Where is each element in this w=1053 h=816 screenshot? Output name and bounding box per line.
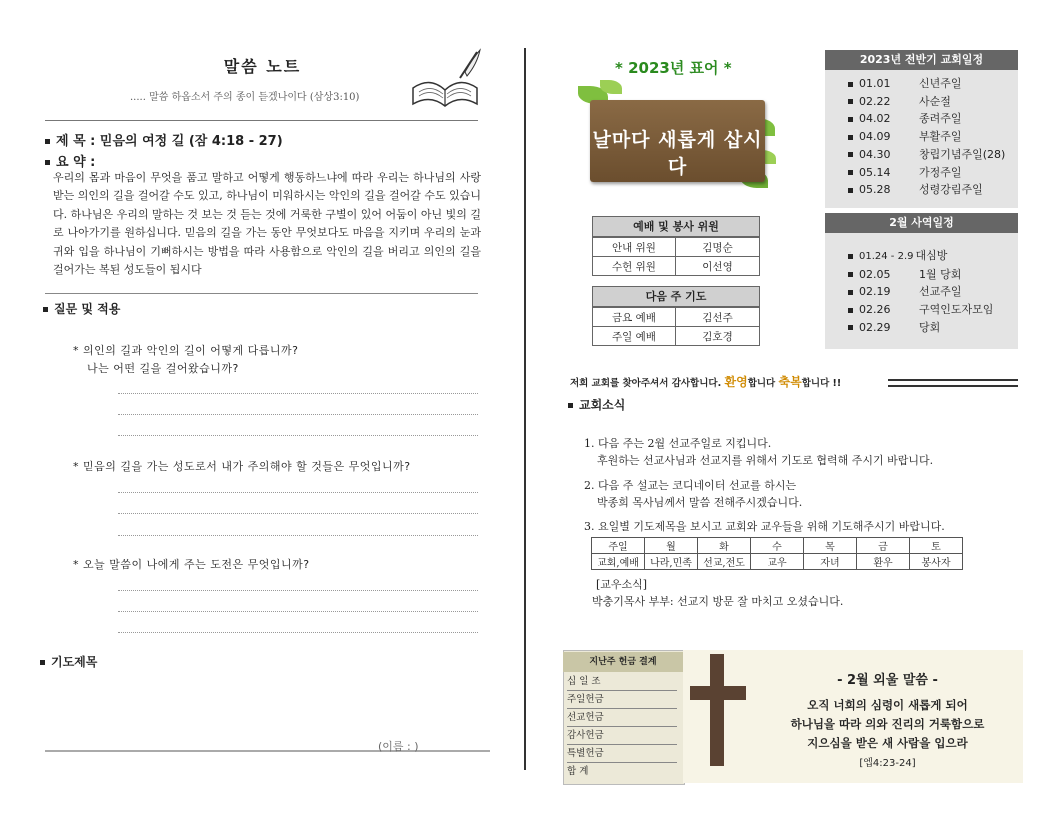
schedule-event: 사순절: [919, 94, 951, 108]
news-line: 후원하는 선교사님과 선교지를 위해서 기도로 협력해 주시기 바랍니다.: [597, 454, 934, 467]
topic-cell: 교우: [751, 554, 804, 570]
memory-verse-text: [760, 696, 1015, 753]
verse-line: 지으심을 받은 새 사람을 입으라: [807, 736, 968, 750]
prayer-label: [40, 653, 97, 670]
summary-label: [45, 151, 95, 170]
news-line: 박종희 목사님께서 말씀 전해주시겠습니다.: [597, 496, 803, 509]
ministry-event: 당회: [919, 320, 941, 334]
member-news-text: 박충기목사 부부: 선교지 방문 잘 마치고 오셨습니다.: [592, 595, 844, 608]
offering-row: 선교헌금: [567, 710, 677, 727]
day-cell: 금: [857, 538, 910, 554]
bullet-icon: [45, 139, 50, 144]
day-cell: 화: [698, 538, 751, 554]
schedule-date: 02.22: [859, 94, 891, 108]
list-item: [848, 266, 993, 284]
schedule-event: 창립기념주일(28): [919, 147, 1006, 161]
schedule-event: 종려주일: [919, 112, 962, 126]
list-item: [848, 301, 993, 319]
blessing-highlight: 축복: [778, 375, 802, 389]
header-verse: ..... 말씀 하옵소서 주의 종이 듣겠나이다 (삼상3:10): [130, 92, 360, 103]
ministry-date: 02.19: [859, 285, 891, 299]
next-prayer-table: [592, 307, 760, 346]
schedule-event: 성령강림주일: [919, 183, 983, 197]
news-item-2: [584, 477, 802, 511]
topic-cell: 환우: [857, 554, 910, 570]
question-1-line2: 나는 어떤 길을 걸어왔습니까?: [87, 362, 239, 375]
duty-table: [592, 237, 760, 276]
questions-label: [43, 300, 120, 317]
bullet-icon: [848, 290, 853, 295]
topic-cell: 교회,예배: [592, 554, 645, 570]
divider-line: [45, 293, 478, 294]
open-book-icon: [405, 48, 485, 114]
duty-role: 안내 위원: [593, 238, 676, 257]
ministry-date: 02.26: [859, 303, 891, 317]
questions-label-text: 질문 및 적용: [54, 302, 121, 316]
next-prayer-header: 다음 주 기도: [592, 286, 760, 307]
news-item-1: [584, 435, 933, 469]
ministry-event: 구역인도자모임: [919, 303, 994, 317]
offering-row: 합 계: [567, 766, 589, 777]
offering-row: 특별헌금: [567, 746, 677, 763]
bullet-icon: [848, 188, 853, 193]
page-title: 말씀 노트: [223, 57, 302, 76]
member-news-label: [교우소식]: [596, 578, 648, 591]
motto-text: 날마다 새롭게 삽시다: [592, 129, 763, 178]
prayer-service: 주일 예배: [593, 327, 676, 346]
answer-line[interactable]: [118, 611, 478, 612]
list-item: [848, 283, 993, 301]
bullet-icon: [40, 660, 45, 665]
topic-cell: 나라,민족: [645, 554, 698, 570]
subject-text: 제 목 : 믿음의 여정 길 (잠 4:18 - 27): [56, 134, 283, 149]
sermon-summary: 우리의 몸과 마음이 무엇을 품고 말하고 어떻게 행동하느냐에 따라 우리는 하나님의 사랑받는 의인의 길을 걸어갈 수도 있고, 하나님이 미워하시는 악인의 길을 걸어갈 수도 있습니다. 하나님은 우리의 말하는 것 보는 것 듣는 것에 거룩한 구별이 있어 어둠이 아닌 빛의 길로 나아가기를 원하십니다. 믿음의 길을 가는 동안 무엇보다도 마음을 지키며 우리의 눈과 귀와 입을 하나님이 기뻐하시는 방법을 따라 사용함으로 악인의 길을 버리고 의인의 길을 걸어가는 복된 성도들이 됩시다: [53, 171, 481, 277]
list-item: [848, 75, 1005, 93]
bullet-icon: [848, 135, 853, 140]
news-item-3: 3. 요일별 기도제목을 보시고 교회와 교우들을 위해 기도해주시기 바랍니다.: [584, 520, 945, 533]
topic-cell: 봉사자: [910, 554, 963, 570]
schedule-date: 05.28: [859, 183, 891, 197]
welcome-highlight: 환영: [724, 375, 748, 389]
question-2: * 믿음의 길을 가는 성도로서 내가 주의해야 할 것들은 무엇입니까?: [73, 460, 411, 473]
motto-year: * 2023년 표어 *: [615, 59, 732, 77]
answer-line[interactable]: [118, 414, 478, 415]
table-row: [593, 257, 760, 276]
bullet-icon: [848, 325, 853, 330]
answer-line[interactable]: [118, 435, 478, 436]
bullet-icon: [848, 82, 853, 87]
bullet-icon: [848, 272, 853, 277]
day-cell: 주일: [592, 538, 645, 554]
answer-line[interactable]: [118, 632, 478, 633]
schedule-date: 01.01: [859, 77, 891, 90]
schedule-event: 가정주일: [919, 165, 962, 179]
ministry-header: 2월 사역일정: [825, 213, 1018, 233]
list-item: [848, 128, 1005, 146]
table-row: [593, 327, 760, 346]
table-row: [592, 554, 963, 570]
schedule-event: 부활주일: [919, 130, 962, 144]
divider-line: [45, 120, 478, 121]
ministry-event: 1월 당회: [919, 267, 962, 281]
duty-name: 김명순: [676, 238, 760, 257]
list-item: [848, 164, 1005, 182]
ministry-list: [848, 247, 993, 337]
bullet-icon: [848, 117, 853, 122]
list-item: [848, 110, 1005, 128]
offering-header: 지난주 헌금 결계: [563, 652, 683, 672]
list-item: [848, 146, 1005, 164]
answer-line[interactable]: [118, 393, 478, 394]
welcome-banner: [570, 373, 841, 390]
memory-verse-reference: [엡4:23-24]: [859, 758, 916, 769]
sermon-subject: [45, 130, 283, 149]
bullet-icon: [848, 254, 853, 259]
table-row: [593, 238, 760, 257]
summary-label-text: 요 약 :: [56, 155, 96, 170]
bullet-icon: [848, 152, 853, 157]
memory-verse-title: - 2월 외울 말씀 -: [837, 673, 938, 688]
bullet-icon: [568, 403, 573, 408]
bullet-icon: [45, 160, 50, 165]
news-label: [568, 396, 625, 413]
cross-icon: [690, 686, 746, 700]
topic-cell: 선교,전도: [698, 554, 751, 570]
question-3: * 오늘 말씀이 나에게 주는 도전은 무엇입니까?: [73, 558, 310, 571]
daily-prayer-table: [591, 537, 963, 570]
answer-line[interactable]: [118, 513, 478, 514]
ministry-event: 선교주일: [919, 285, 962, 299]
table-row: [593, 308, 760, 327]
list-item: [848, 247, 993, 266]
offering-row: 십 일 조: [567, 674, 677, 691]
bullet-icon: [848, 99, 853, 104]
bullet-icon: [43, 307, 48, 312]
day-cell: 토: [910, 538, 963, 554]
schedule-header: 2023년 전반기 교회일정: [825, 50, 1018, 70]
welcome-text: 합니다: [747, 378, 776, 389]
question-1-line1: * 의인의 길과 악인의 길이 어떻게 다릅니까?: [73, 344, 299, 357]
name-line: [45, 750, 490, 752]
schedule-date: 05.14: [859, 165, 891, 179]
schedule-date: 04.09: [859, 130, 891, 144]
day-cell: 월: [645, 538, 698, 554]
question-1: [73, 342, 298, 378]
day-cell: 목: [804, 538, 857, 554]
answer-line[interactable]: [118, 590, 478, 591]
duty-header: 예배 및 봉사 위원: [592, 216, 760, 237]
verse-line: 하나님을 따라 의와 진리의 거룩함으로: [790, 717, 985, 731]
list-item: [848, 93, 1005, 111]
news-label-text: 교회소식: [579, 398, 626, 412]
schedule-date: 04.02: [859, 112, 891, 126]
news-line: 2. 다음 주 설교는 코디네이터 선교를 하시는: [584, 479, 797, 492]
offering-row: 주일헌금: [567, 692, 677, 709]
ministry-date: 02.29: [859, 320, 891, 334]
list-item: [848, 319, 993, 337]
ministry-event: 대심방: [915, 249, 948, 262]
prayer-label-text: 기도제목: [51, 655, 98, 669]
welcome-text: 합니다 !!: [801, 378, 842, 389]
schedule-list: [848, 75, 1005, 199]
cross-icon: [710, 654, 724, 766]
prayer-leader: 김선주: [676, 308, 760, 327]
schedule-date: 04.30: [859, 147, 891, 161]
page-divider: [524, 48, 526, 770]
prayer-service: 금요 예배: [593, 308, 676, 327]
prayer-leader: 김호경: [676, 327, 760, 346]
schedule-event: 신년주일: [919, 77, 962, 90]
table-row: [592, 538, 963, 554]
news-line: 1. 다음 주는 2월 선교주일로 지킵니다.: [584, 437, 772, 450]
answer-line[interactable]: [118, 535, 478, 536]
day-cell: 수: [751, 538, 804, 554]
offering-row: 감사헌금: [567, 728, 677, 745]
duty-name: 이선영: [676, 257, 760, 276]
ministry-date: 01.24 - 2.9: [859, 251, 914, 262]
member-news: [592, 576, 844, 610]
name-field[interactable]: (이름 : ): [378, 740, 419, 753]
bullet-icon: [848, 170, 853, 175]
verse-line: 오직 너희의 심령이 새롭게 되어: [807, 698, 968, 712]
topic-cell: 자녀: [804, 554, 857, 570]
welcome-rule: [888, 379, 1018, 387]
list-item: [848, 181, 1005, 199]
ministry-date: 02.05: [859, 267, 891, 281]
bullet-icon: [848, 308, 853, 313]
answer-line[interactable]: [118, 492, 478, 493]
welcome-text: 저희 교회를 찾아주셔서 감사합니다.: [570, 378, 722, 389]
duty-role: 수헌 위원: [593, 257, 676, 276]
